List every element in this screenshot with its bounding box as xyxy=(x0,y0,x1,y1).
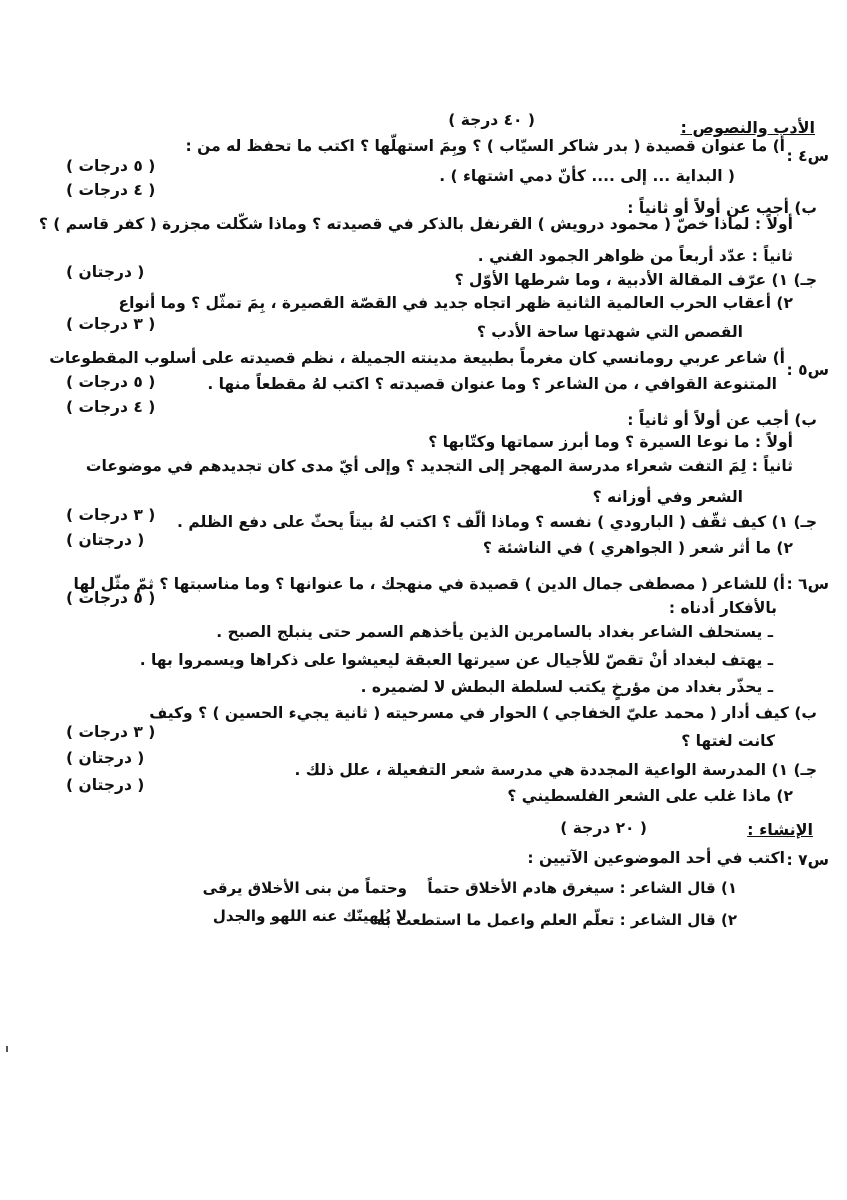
q4-b-intro: ب) أجب عن أولاً أو ثانياً : xyxy=(627,199,817,217)
q6-c1: جـ) ١) المدرسة الواعية المجددة هي مدرسة شعر التفعيلة ، علل ذلك . xyxy=(294,761,817,779)
question-number-7: س٧ : xyxy=(786,851,829,869)
q6-b-line1: ب) كيف أدار ( محمد عليّ الخفاجي ) الحوار في مسرحيته ( ثانية يجيء الحسين ) ؟ وكيف xyxy=(149,704,817,722)
q6-bullet-3: ـ يحذّر بغداد من مؤرخٍ يكتب لسلطة البطش لا لضميره . xyxy=(360,678,773,696)
q6-c2: ٢) ماذا غلب على الشعر الفلسطيني ؟ xyxy=(507,787,793,805)
q6-a-line2: بالأفكار أدناه : xyxy=(668,599,777,617)
question-number-6: س٦ : xyxy=(786,575,829,593)
question-number-4: س٤ : xyxy=(786,147,829,165)
q4-b-second: ثانياً : عدّد أربعاً من ظواهر الجمود الفني . xyxy=(477,247,793,265)
q5-mark-c2: ( درجتان ) xyxy=(66,531,145,549)
q4-mark-b: ( درجتان ) xyxy=(66,263,145,281)
q6-mark-c2: ( درجتان ) xyxy=(66,776,145,794)
q4-c1: جـ) ١) عرّف المقالة الأدبية ، وما شرطها الأوّل ؟ xyxy=(454,271,817,289)
q5-c1: جـ) ١) كيف ثقّف ( البارودي ) نفسه ؟ وماذا ألّف ؟ اكتب لهُ بيتاً يحثّ على دفع الظلم . xyxy=(177,513,817,531)
q7-intro: اكتب في أحد الموضوعين الآتيين : xyxy=(527,849,785,867)
q5-mark-c1: ( ٣ درجات ) xyxy=(66,506,156,524)
q5-b-second-line2: الشعر وفي أوزانه ؟ xyxy=(592,488,743,506)
q5-a-line2: المتنوعة القوافي ، من الشاعر ؟ وما عنوان قصيدته ؟ اكتب لهُ مقطعاً منها . xyxy=(207,375,777,393)
q6-bullet-1: ـ يستحلف الشاعر بغداد بالسامرين الذين يأخذهم السمر حتى ينبلج الصبح . xyxy=(216,623,773,641)
q4-mark-a-first: ( ٥ درجات ) xyxy=(66,157,156,175)
scan-mark xyxy=(6,1046,8,1052)
question-number-5: س٥ : xyxy=(786,361,829,379)
q7-topic2-first-hemistich: ٢) قال الشاعر : تعلّم العلم واعمل ما استطعت به xyxy=(376,911,737,929)
q7-topic2-second-hemistich: لا يُلهينّك عنه اللهو والجدل xyxy=(212,907,407,925)
q6-mark-b: ( ٣ درجات ) xyxy=(66,723,156,741)
q4-c2-line2: القصص التي شهدتها ساحة الأدب ؟ xyxy=(476,323,743,341)
q6-a-line1: أ) للشاعر ( مصطفى جمال الدين ) قصيدة في منهجك ، ما عنوانها ؟ وما مناسبتها ؟ ثمّ مثّل لها xyxy=(73,575,785,593)
q5-c2: ٢) ما أثر شعر ( الجواهري ) في الناشئة ؟ xyxy=(482,539,793,557)
q5-b-first: أولاً : ما نوعا السيرة ؟ وما أبرز سماتها وكتّابها ؟ xyxy=(428,433,793,451)
q5-mark-a-first: ( ٥ درجات ) xyxy=(66,373,156,391)
q7-topic1-second-hemistich: وحتماً من بنى الأخلاق يرقى xyxy=(202,879,407,897)
q6-mark-a: ( ٥ درجات ) xyxy=(66,589,156,607)
q5-a-line1: أ) شاعر عربي رومانسي كان مغرماً بطبيعة مدينته الجميلة ، نظم قصيدته على أسلوب المقطوعات xyxy=(49,349,785,367)
q7-topic1-first-hemistich: ١) قال الشاعر : سيغرق هادم الأخلاق حتماً xyxy=(427,879,737,897)
q4-a-line1: أ) ما عنوان قصيدة ( بدر شاكر السيّاب ) ؟ وبِمَ استهلّها ؟ اكتب ما تحفظ له من : xyxy=(185,137,785,155)
q4-mark-a-second: ( ٤ درجات ) xyxy=(66,181,156,199)
section-heading-literature: الأدب والنصوص : xyxy=(680,118,815,137)
q5-mark-a-second: ( ٤ درجات ) xyxy=(66,398,156,416)
q4-c2-line1: ٢) أعقاب الحرب العالمية الثانية ظهر اتجاه جديد في القصّة القصيرة ، بِمَ تمثّل ؟ وما أنواع xyxy=(118,294,793,312)
q4-a-line2: ( البداية ... إلى .... كأنّ دمي اشتهاء ) . xyxy=(439,167,735,185)
q5-b-second-line1: ثانياً : لِمَ التفت شعراء مدرسة المهجر إلى التجديد ؟ وإلى أيّ مدى كان تجديدهم في موضوعات xyxy=(85,457,793,475)
q4-b-first: أولاً : لماذا خصّ ( محمود درويش ) القرنفل بالذكر في قصيدته ؟ وماذا شكّلت مجزرة ( كفر قاسم ) ؟ xyxy=(38,215,793,233)
q4-mark-c: ( ٣ درجات ) xyxy=(66,315,156,333)
q6-bullet-2: ـ يهتف لبغداد أنْ تقصّ للأجيال عن سيرتها العبقة ليعيشوا على ذكراها ويسمروا بها . xyxy=(139,651,773,669)
q6-b-line2: كانت لغتها ؟ xyxy=(681,732,775,750)
section-heading-composition: الإنشاء : xyxy=(747,820,813,839)
q6-mark-c1: ( درجتان ) xyxy=(66,749,145,767)
q5-b-intro: ب) أجب عن أولاً أو ثانياً : xyxy=(627,411,817,429)
section-total-literature: ( ٤٠ درجة ) xyxy=(448,111,535,129)
section-total-composition: ( ٢٠ درجة ) xyxy=(560,819,647,837)
